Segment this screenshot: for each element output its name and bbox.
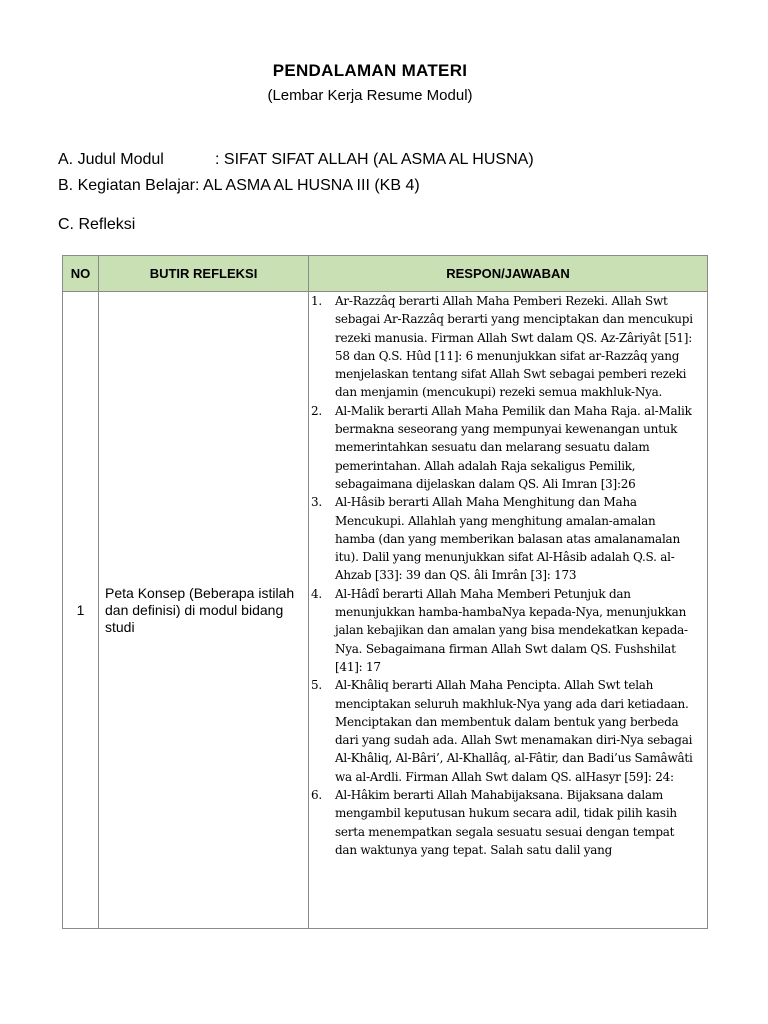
answer-number: 5. xyxy=(311,678,322,693)
header-butir-refleksi: BUTIR REFLEKSI xyxy=(99,256,309,292)
answer-text: Al-Khâliq berarti Allah Maha Pencipta. Allah Swt telah menciptakan seluruh makhluk-Nya yang ada dari ketiadaan. Menciptakan dan membentuk dalam bentuk yang berbeda dari yang sudah ada. Allah Swt menamakan diri-Nya sebagai Al-Khâliq, Al-Bâri’, Al-Khallâq, al-Fâtir, dan Badi’us Samâwâti wa al-Ardli. Firman Allah Swt dalam QS. alHasyr [59]: 24: xyxy=(335,678,693,784)
butir-refleksi-cell: Peta Konsep (Beberapa istilah dan definisi) di modul bidang studi xyxy=(99,292,309,929)
page-subtitle: (Lembar Kerja Resume Modul) xyxy=(267,87,473,104)
list-item xyxy=(309,402,707,493)
refleksi-table xyxy=(62,255,708,929)
refleksi-label: C. Refleksi xyxy=(58,216,136,233)
header-respon-jawaban: RESPON/JAWABAN xyxy=(309,256,708,292)
judul-modul-value: : SIFAT SIFAT ALLAH (AL ASMA AL HUSNA) xyxy=(215,151,534,168)
answer-number: 4. xyxy=(311,586,322,601)
table-header-row xyxy=(63,256,708,292)
list-item xyxy=(309,585,707,676)
answer-number: 6. xyxy=(311,788,322,803)
list-item xyxy=(309,493,707,584)
header-no: NO xyxy=(63,256,99,292)
answer-text: Al-Hâsib berarti Allah Maha Menghitung dan Maha Mencukupi. Allahlah yang menghitung amalan-amalan hamba (dan yang memberikan balasan atas amalanamalan itu). Dalil yang menunjukkan sifat Al-Hâsib adalah Q.S. al-Ahzab [33]: 39 dan QS. âli Imrân [3]: 173 xyxy=(335,495,680,583)
answer-list xyxy=(309,292,707,859)
page-title: PENDALAMAN MATERI xyxy=(272,61,468,80)
respon-cell xyxy=(309,292,708,929)
answer-text: Al-Malik berarti Allah Maha Pemilik dan Maha Raja. al-Malik bermakna seseorang yang mempunyai kewenangan untuk memerintahkan sesuatu dan melarang sesuatu dalam pemerintahan. Allah adalah Raja sekaligus Pemilik, sebagaimana dijelaskan dalam QS. Ali Imran [3]:26 xyxy=(335,403,692,491)
list-item xyxy=(309,292,707,402)
kegiatan-belajar-label: B. Kegiatan Belajar xyxy=(58,177,195,194)
answer-text: Ar-Razzâq berarti Allah Maha Pemberi Rezeki. Allah Swt sebagai Ar-Razzâq berarti yang menciptakan dan mencukupi rezeki manusia. Firman Allah Swt dalam QS. Az-Zâriyât [51]: 58 dan Q.S. Hûd [11]: 6 menunjukkan sifat ar-Razzâq yang menjelaskan tentang sifat Allah Swt sebagai pemberi rezeki dan menjamin (mencukupi) rezeki semua makhluk-Nya. xyxy=(335,294,693,400)
answer-number: 2. xyxy=(311,403,322,418)
list-item xyxy=(309,676,707,786)
judul-modul-label: A. Judul Modul xyxy=(58,151,164,168)
kegiatan-belajar-row xyxy=(58,177,420,195)
answer-text: Al-Hâkim berarti Allah Mahabijaksana. Bijaksana dalam mengambil keputusan hukum secara adil, tidak pilih kasih serta menempatkan segala sesuatu sesuai dengan tempat dan waktunya yang tepat. Salah satu dalil yang xyxy=(335,788,677,857)
judul-modul-row xyxy=(58,151,534,169)
answer-number: 1. xyxy=(311,294,322,308)
kegiatan-belajar-value: : AL ASMA AL HUSNA III (KB 4) xyxy=(194,177,420,194)
row-number: 1 xyxy=(63,292,99,929)
table-row xyxy=(63,292,708,929)
list-item xyxy=(309,786,707,859)
answer-text: Al-Hâdî berarti Allah Maha Memberi Petunjuk dan menunjukkan hamba-hambaNya kepada-Nya, menunjukkan jalan kebajikan dan amalan yang bisa mendekatkan kepada-Nya. Sebagaimana firman Allah Swt dalam QS. Fushshilat [41]: 17 xyxy=(335,586,688,674)
answer-number: 3. xyxy=(311,495,322,510)
